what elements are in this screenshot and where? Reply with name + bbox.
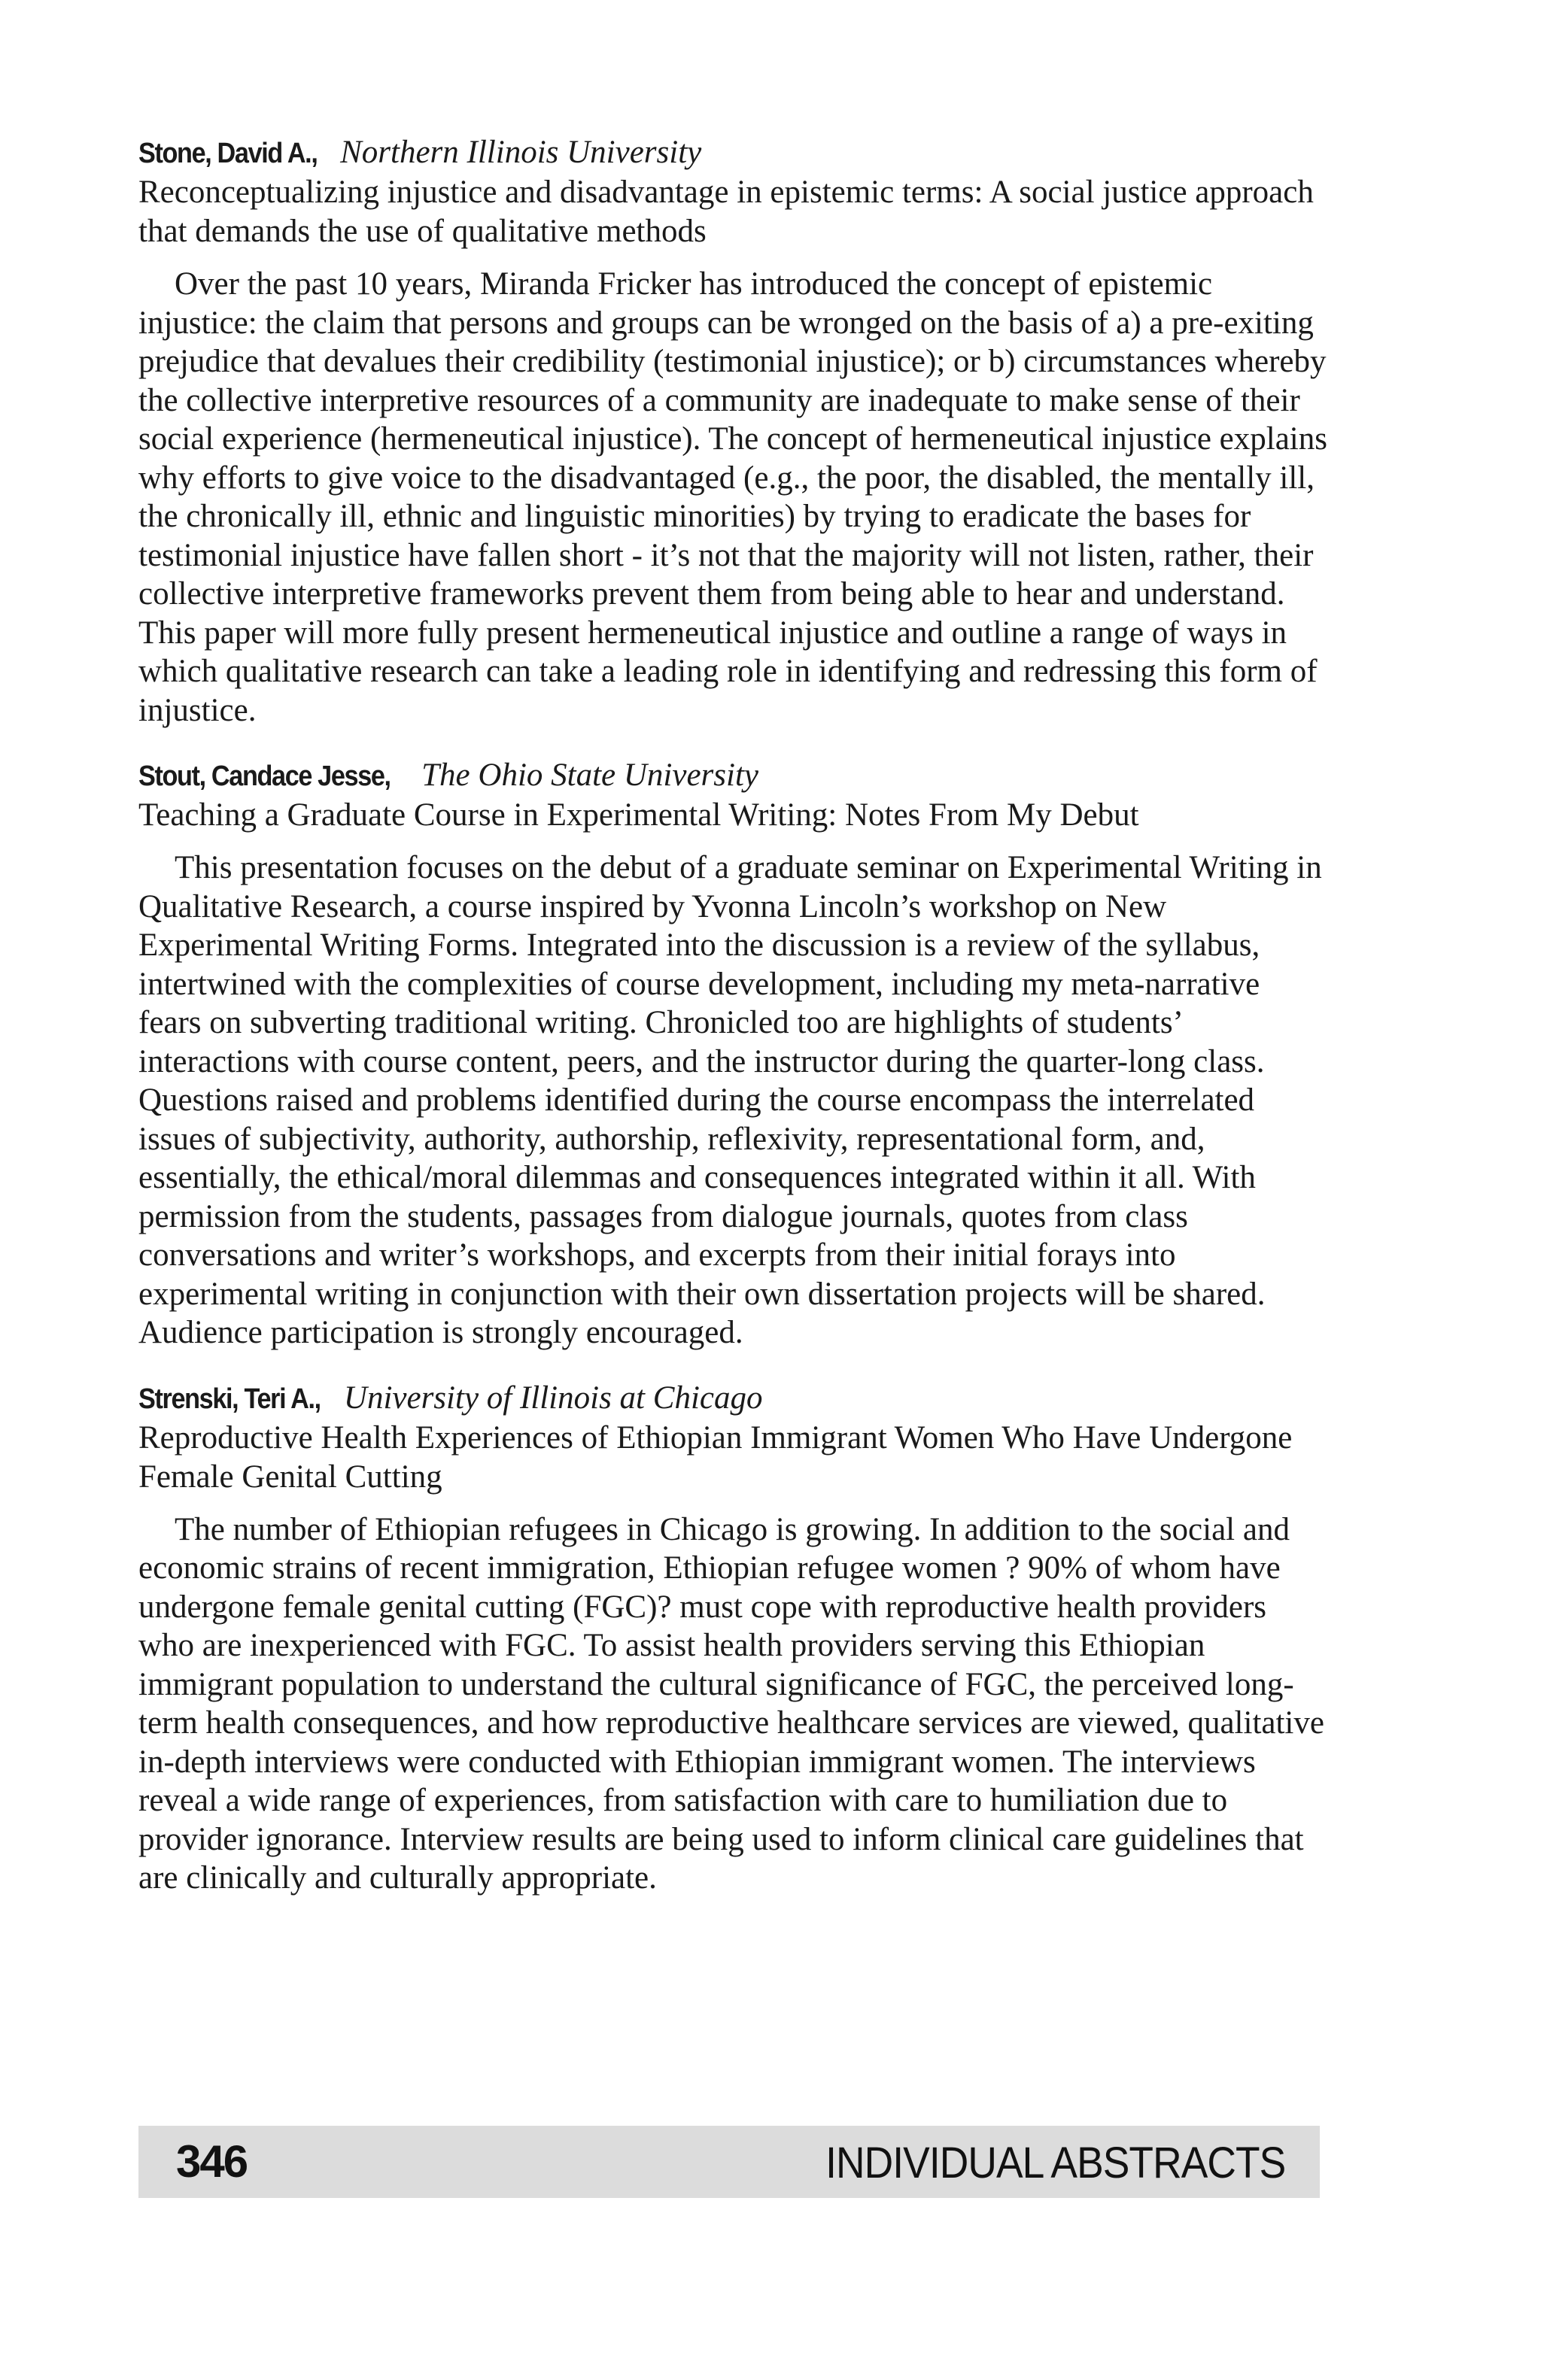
- author-name: Stout, Candace Jesse,: [138, 760, 391, 792]
- page-number: 346: [176, 2136, 248, 2187]
- abstracts-page: [138, 132, 1327, 1898]
- author-affiliation: The Ohio State University: [421, 757, 758, 793]
- abstract-body: Over the past 10 years, Miranda Fricker has introduced the concept of epistemic injustice: the claim that persons and groups can be wronged on the basis of a) a pre-exiting prejudice that devalues their credibility (testimonial injustice); or b) circumstances whereby the collective interpretive resources of a community are inadequate to make sense of their social experience (hermeneutical injustice). The concept of hermeneutical injustice explains why efforts to give voice to the disadvantaged (e.g., the poor, the disabled, the mentally ill, the chronically ill, ethnic and linguistic minorities) by trying to eradicate the bases for testimonial injustice have fallen short - it’s not that the majority will not listen, rather, their collective interpretive frameworks prevent them from being able to hear and understand. This paper will more fully present hermeneutical injustice and outline a range of ways in which qualitative research can take a leading role in identifying and redressing this form of injustice.: [138, 266, 1327, 728]
- section-label: INDIVIDUAL ABSTRACTS: [825, 2139, 1285, 2187]
- author-line: [138, 755, 1327, 796]
- abstract-title: Reproductive Health Experiences of Ethiopian Immigrant Women Who Have Undergone Female Genital Cutting: [138, 1419, 1293, 1495]
- page-footer: [138, 2126, 1320, 2198]
- abstract-stone: [138, 132, 1327, 730]
- author-affiliation: Northern Illinois University: [340, 135, 702, 170]
- author-name: Stone, David A.,: [138, 138, 318, 169]
- abstract-strenski: [138, 1378, 1327, 1898]
- author-affiliation: University of Illinois at Chicago: [343, 1380, 763, 1416]
- abstract-title: Reconceptualizing injustice and disadvantage in epistemic terms: A social justice approach that demands the use of qualitative methods: [138, 175, 1314, 249]
- abstract-body: The number of Ethiopian refugees in Chicago is growing. In addition to the social and economic strains of recent immigration, Ethiopian refugee women ? 90% of whom have undergone female genital cutting (FGC)? must cope with reproductive health providers who are inexperienced with FGC. To assist health providers serving this Ethiopian immigrant population to understand the cultural significance of FGC, the perceived long-term health consequences, and how reproductive healthcare services are viewed, qualitative in-depth interviews were conducted with Ethiopian immigrant women. The interviews reveal a wide range of experiences, from satisfaction with care to humiliation due to provider ignorance. Interview results are being used to inform clinical care guidelines that are clinically and culturally appropriate.: [138, 1511, 1324, 1896]
- author-line: [138, 1378, 1327, 1419]
- abstract-title: Teaching a Graduate Course in Experimental Writing: Notes From My Debut: [138, 797, 1139, 833]
- author-line: [138, 132, 1327, 173]
- abstract-stout: [138, 755, 1327, 1352]
- author-name: Strenski, Teri A.,: [138, 1383, 321, 1415]
- abstract-body: This presentation focuses on the debut of a graduate seminar on Experimental Writing in Qualitative Research, a course inspired by Yvonna Lincoln’s workshop on New Experimental Writing Forms. Integrated into the discussion is a review of the syllabus, intertwined with the complexities of course development, including my meta-narrative fears on subverting traditional writing. Chronicled too are highlights of students’ interactions with course content, peers, and the instructor during the quarter-long class. Questions raised and problems identified during the course encompass the interrelated issues of subjectivity, authority, authorship, reflexivity, representational form, and, essentially, the ethical/moral dilemmas and consequences integrated within it all. With permission from the students, passages from dialogue journals, quotes from class conversations and writer’s workshops, and excerpts from their initial forays into experimental writing in conjunction with their own dissertation projects will be shared. Audience participation is strongly encouraged.: [138, 850, 1322, 1350]
